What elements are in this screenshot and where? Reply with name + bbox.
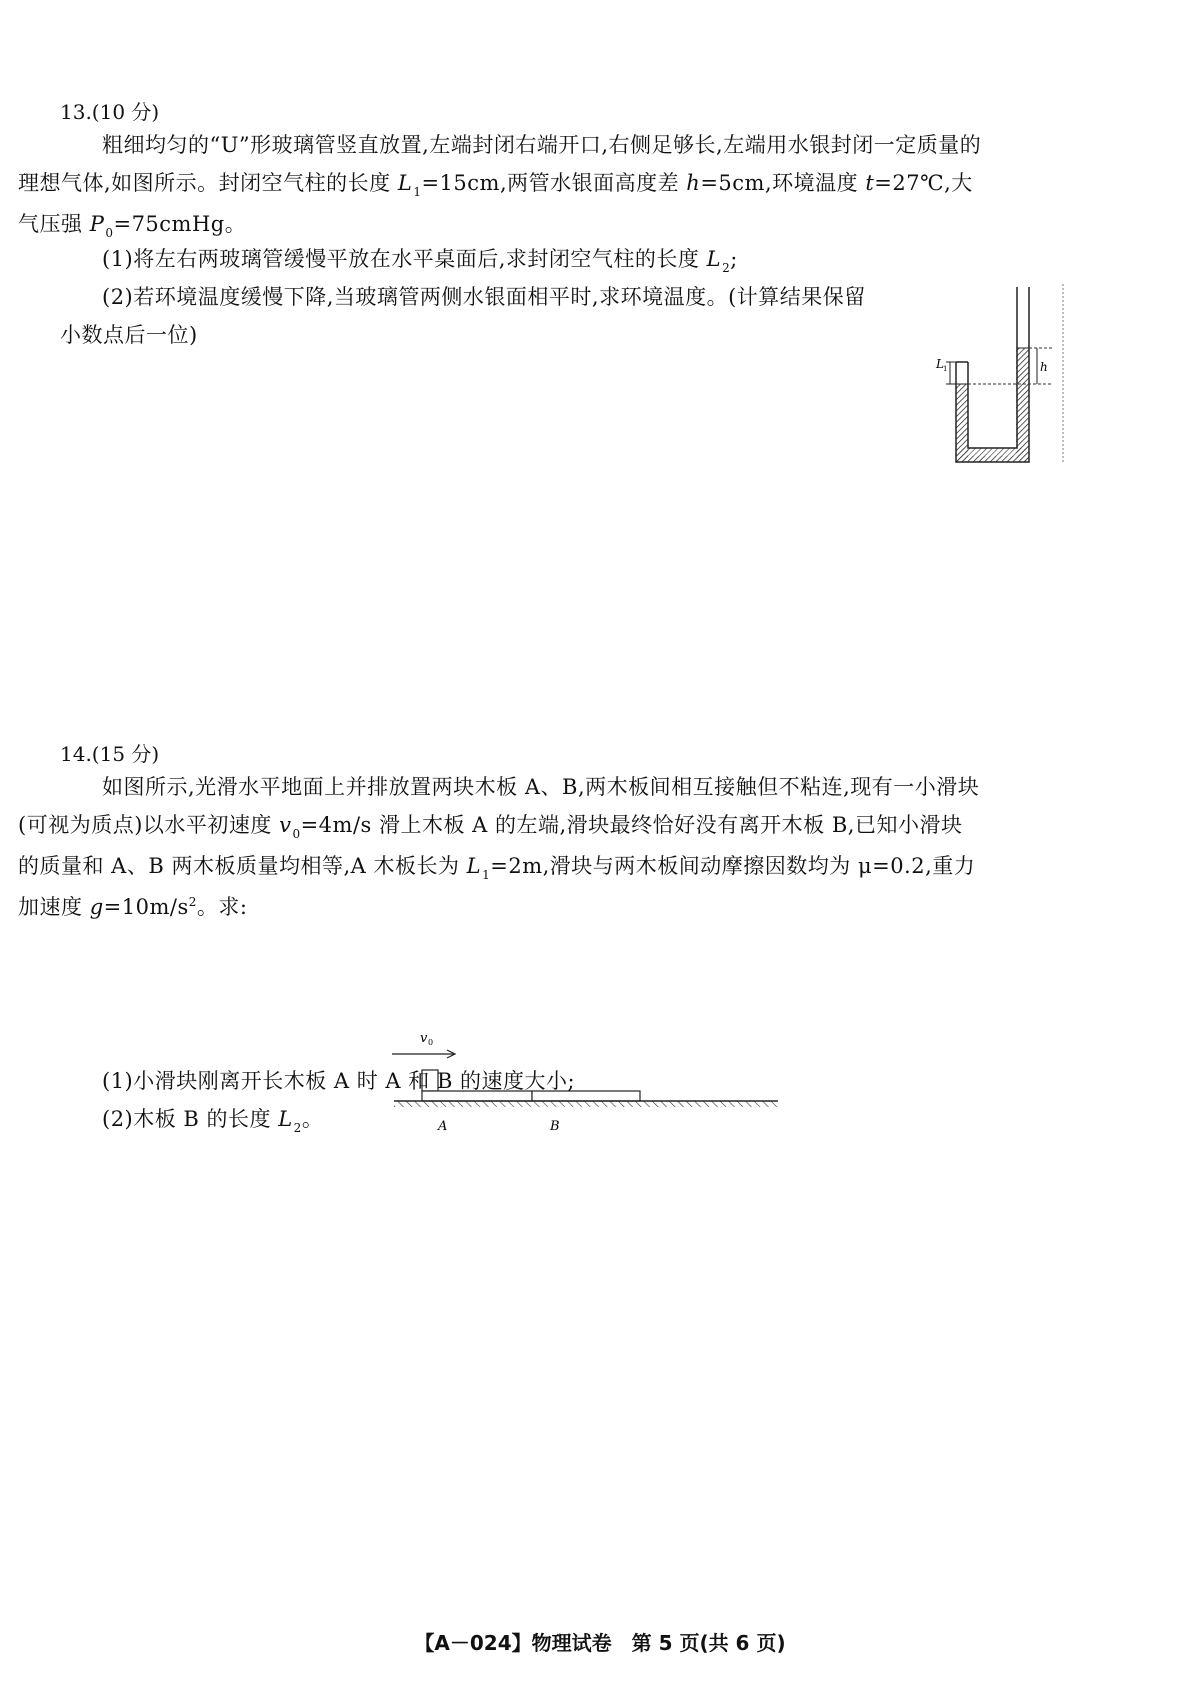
q14-sub2-L-sub: 2 [293,1121,302,1135]
label-v0-sub: 0 [428,1038,434,1047]
label-L1: L [936,357,944,371]
q14-text-a: 如图所示,光滑水平地面上并排放置两块木板 A、B,两木板间相互接触但不粘连,现有一小滑块 [102,775,980,799]
q14-sub2-end: 。 [301,1107,324,1131]
q14-sub2-L: L [278,1107,293,1131]
q14-text-d: 的质量和 A、B 两木板质量均相等,A 木板长为 [18,854,467,878]
q13-P-sub: 0 [105,226,114,240]
q13-sub2-text-a: (2)若环境温度缓慢下降,当玻璃管两侧水银面相平时,求环境温度。(计算结果保留 [102,285,866,309]
label-b: B [550,1119,560,1134]
page-footer: 【A－024】物理试卷 第 5 页(共 6 页) [414,1631,786,1655]
question-13-number: 13.(10 分) [60,100,160,124]
q13-sub1-L-sub: 2 [722,261,731,275]
q14-g: g [89,895,104,919]
q14-L-sub: 1 [482,868,491,882]
label-h: h [1040,360,1048,374]
q13-t: t [865,171,875,195]
question-13-sub1 [102,240,1002,281]
q13-text-e: =27℃,大 [874,171,973,195]
q14-text-e: =2m,滑块与两木板间动摩擦因数均为 μ=0.2,重力 [490,854,976,878]
q14-v-sub: 0 [292,827,301,841]
label-a: A [438,1119,448,1134]
question-14-sub2 [102,1100,1002,1141]
q13-text-c: =15cm,两管水银面高度差 [421,171,687,195]
q13-sub1-end: ; [730,247,738,271]
q13-sub1-L: L [706,247,722,271]
question-14-number: 14.(15 分) [60,742,160,766]
q13-h: h [686,171,701,195]
label-v0: v [420,1031,428,1046]
q14-text-c: =4m/s 滑上木板 A 的左端,滑块最终恰好没有离开木板 B,已知小滑块 [300,813,963,837]
q14-sub2-text: (2)木板 B 的长度 [102,1107,279,1131]
question-14-sub1 [102,1062,1002,1100]
q14-sup: 2 [188,895,197,909]
q14-L: L [466,854,482,878]
q13-text-b: 理想气体,如图所示。封闭空气柱的长度 [18,171,398,195]
q13-L1: L [397,171,413,195]
u-tube-figure [932,282,1072,467]
q14-text-b: (可视为质点)以水平初速度 [18,813,280,837]
question-14-stem [18,768,1080,929]
q13-sub2-text-b: 小数点后一位) [60,323,198,347]
question-13-sub2 [60,278,940,354]
q14-sub1-text: (1)小滑块刚离开长木板 A 时 A 和 B 的速度大小; [102,1069,576,1093]
q14-g2: =10m/s [103,895,189,919]
q13-P: P [89,212,105,236]
q13-text-a: 粗细均匀的“U”形玻璃管竖直放置,左端封闭右端开口,右侧足够长,左端用水银封闭一定质量的 [102,133,982,157]
question-13-stem [18,126,1060,246]
q13-text-d: =5cm,环境温度 [700,171,866,195]
q13-sub1-text: (1)将左右两玻璃管缓慢平放在水平桌面后,求封闭空气柱的长度 [102,247,707,271]
q14-v: v [279,813,292,837]
q14-text-f: 加速度 [18,895,90,919]
q13-text-g: =75cmHg。 [113,212,247,236]
q13-L1-sub: 1 [413,185,422,199]
q14-text-h: 。求: [196,895,248,919]
label-L1-sub: 1 [943,365,948,373]
q13-text-f: 气压强 [18,212,90,236]
tube-inner [968,287,1017,448]
